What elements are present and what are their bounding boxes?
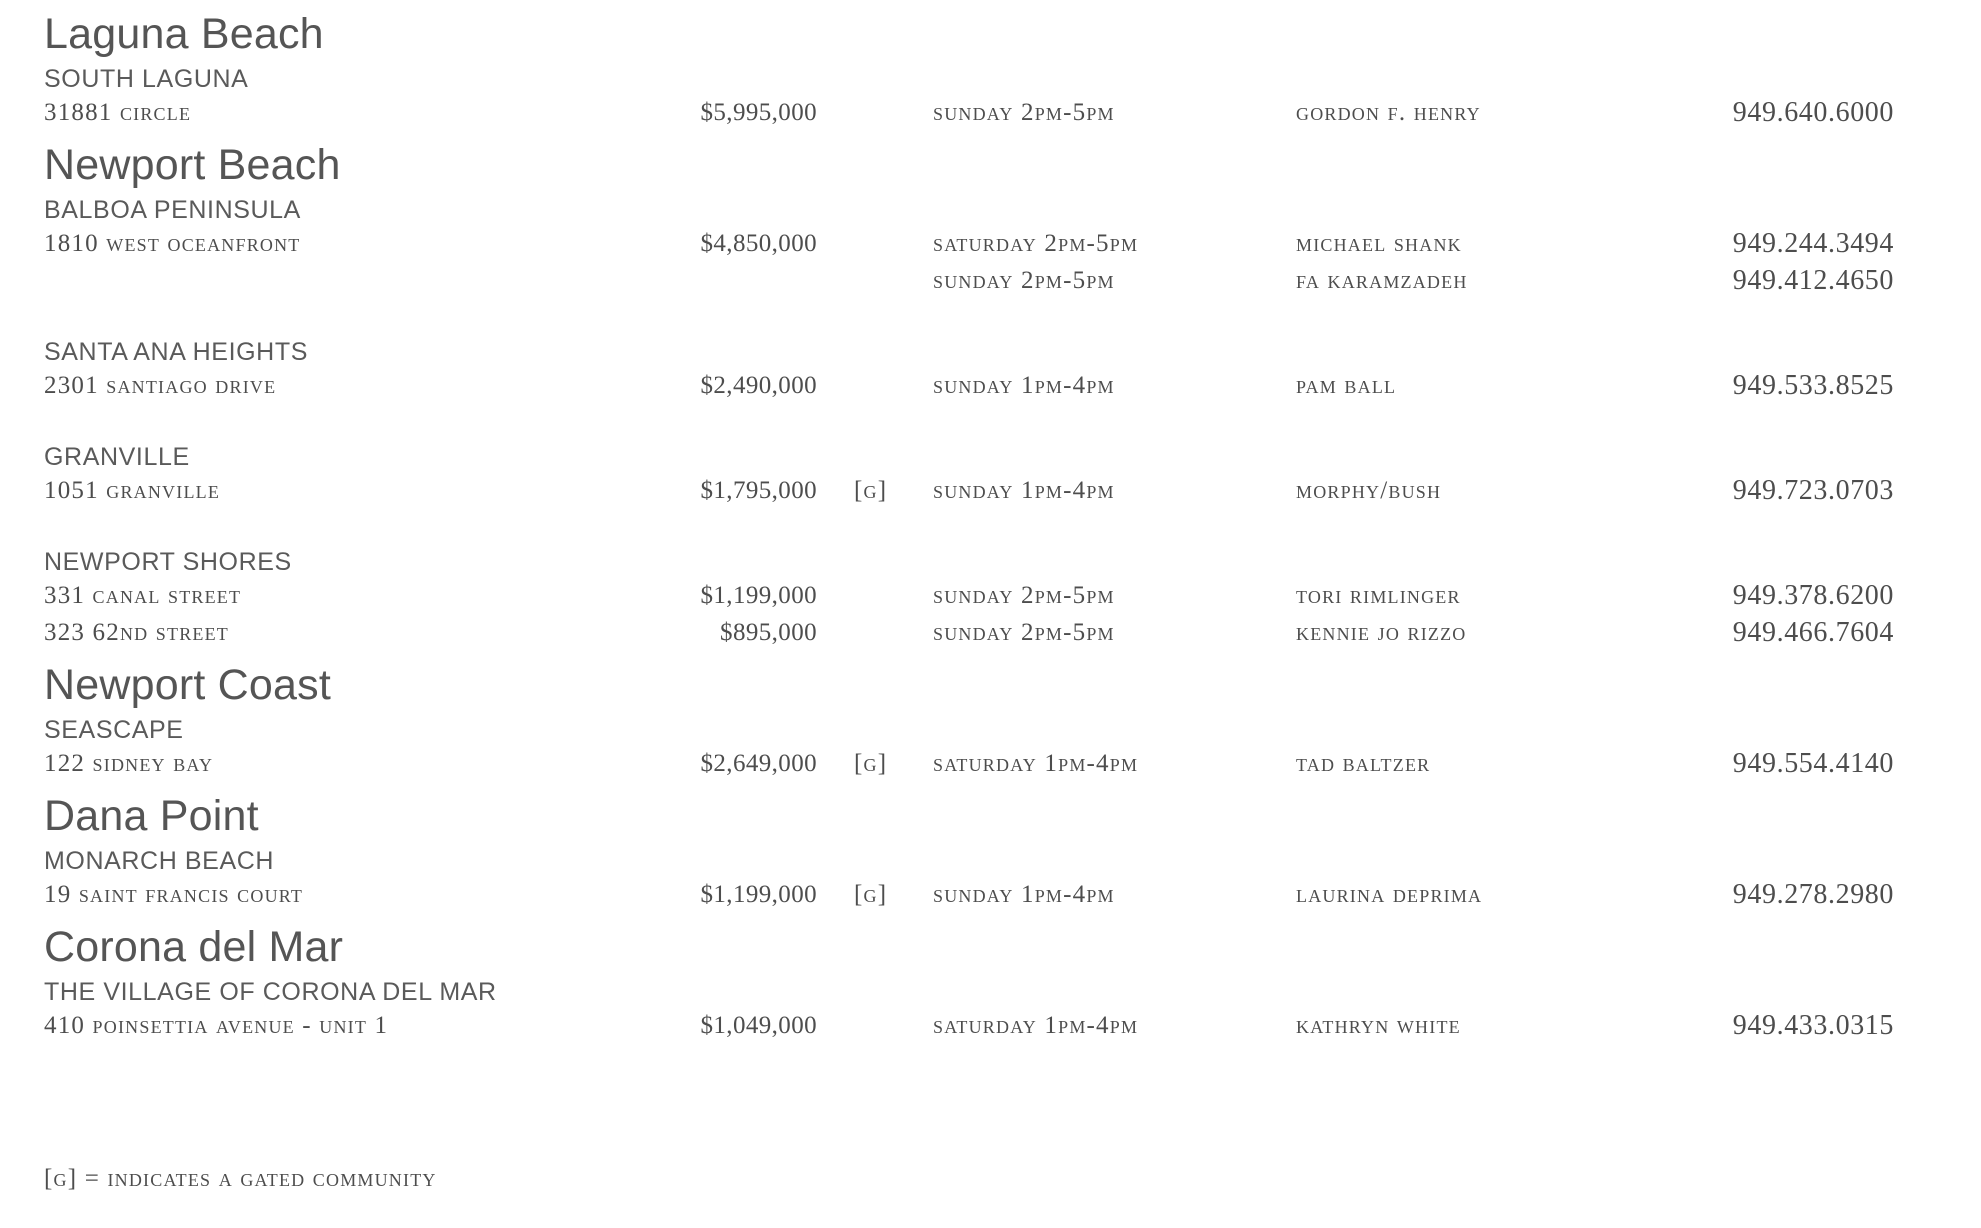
agent-phone: 949.244.3494: [1732, 228, 1894, 259]
listing-row: [44, 472, 1944, 509]
neighborhood-name: SEASCAPE: [44, 716, 184, 744]
agent-name: kennie jo rizzo: [1296, 619, 1467, 646]
open-house-time: saturday 2pm-5pm: [933, 230, 1139, 257]
agent-phone: 949.278.2980: [1732, 879, 1894, 910]
agent-name: michael shank: [1296, 230, 1462, 257]
listing-address: 1810 west oceanfront: [44, 230, 301, 257]
city-heading: Dana Point: [44, 792, 259, 840]
city-heading: Newport Beach: [44, 141, 341, 189]
agent-name: fa karamzadeh: [1296, 267, 1468, 294]
neighborhood-name: MONARCH BEACH: [44, 847, 275, 875]
neighborhood-group: [44, 64, 1944, 131]
listing-address: 410 poinsettia avenue - unit 1: [44, 1012, 389, 1039]
agent-name: gordon f. henry: [1296, 99, 1481, 126]
gated-marker: [g]: [854, 477, 888, 504]
agent-phone: 949.723.0703: [1732, 475, 1894, 506]
listing-address: 331 canal street: [44, 582, 242, 609]
listing-address: 2301 santiago drive: [44, 372, 277, 399]
city-heading: Newport Coast: [44, 661, 331, 709]
listing-price: $1,199,000: [700, 582, 817, 609]
open-house-time: sunday 2pm-5pm: [933, 267, 1115, 294]
agent-name: tad baltzer: [1296, 750, 1431, 777]
agent-phone: 949.640.6000: [1732, 97, 1894, 128]
open-house-listing: [44, 8, 1944, 1044]
open-house-time: sunday 2pm-5pm: [933, 619, 1115, 646]
listing-price: $2,649,000: [700, 750, 817, 777]
listing-price: $2,490,000: [700, 372, 817, 399]
agent-phone: 949.533.8525: [1732, 370, 1894, 401]
listing-row: [44, 745, 1944, 782]
listing-address: 323 62nd street: [44, 619, 229, 646]
listing-address: 31881 circle: [44, 99, 192, 126]
neighborhood-name: SANTA ANA HEIGHTS: [44, 338, 308, 366]
neighborhood-name: NEWPORT SHORES: [44, 548, 292, 576]
listing-row: [44, 225, 1944, 262]
neighborhood-name: THE VILLAGE OF CORONA DEL MAR: [44, 978, 497, 1006]
agent-phone: 949.466.7604: [1732, 617, 1894, 648]
listing-price: $1,049,000: [700, 1012, 817, 1039]
listing-row: [44, 876, 1944, 913]
listing-row: [44, 94, 1944, 131]
listing-price: $895,000: [720, 619, 817, 646]
neighborhood-name: GRANVILLE: [44, 443, 190, 471]
agent-name: pam ball: [1296, 372, 1397, 399]
agent-name: morphy/bush: [1296, 477, 1442, 504]
agent-name: kathryn white: [1296, 1012, 1461, 1039]
neighborhood-group: [44, 846, 1944, 913]
agent-name: laurina deprima: [1296, 881, 1483, 908]
listing-address: 19 saint francis court: [44, 881, 304, 908]
city-heading: Corona del Mar: [44, 923, 344, 971]
neighborhood-group: [44, 547, 1944, 651]
gated-community-footnote: [g] = indicates a gated community: [44, 1165, 437, 1192]
listing-price: $5,995,000: [700, 99, 817, 126]
listing-row: [44, 1007, 1944, 1044]
agent-phone: 949.554.4140: [1732, 748, 1894, 779]
agent-phone: 949.412.4650: [1732, 265, 1894, 296]
city-heading: Laguna Beach: [44, 10, 324, 58]
gated-marker: [g]: [854, 881, 888, 908]
listing-price: $4,850,000: [700, 230, 817, 257]
listing-row: [44, 614, 1944, 651]
neighborhood-name: SOUTH LAGUNA: [44, 65, 249, 93]
listing-price: $1,199,000: [700, 881, 817, 908]
open-house-time: saturday 1pm-4pm: [933, 750, 1139, 777]
listing-price: $1,795,000: [700, 477, 817, 504]
open-house-time: sunday 1pm-4pm: [933, 881, 1115, 908]
listing-row: [44, 367, 1944, 404]
listing-row: [44, 262, 1944, 299]
neighborhood-group: [44, 977, 1944, 1044]
neighborhood-name: BALBOA PENINSULA: [44, 196, 301, 224]
neighborhood-group: [44, 442, 1944, 509]
listing-address: 1051 granville: [44, 477, 221, 504]
agent-name: tori rimlinger: [1296, 582, 1461, 609]
neighborhood-group: [44, 715, 1944, 782]
open-house-time: sunday 2pm-5pm: [933, 99, 1115, 126]
listing-address: 122 sidney bay: [44, 750, 214, 777]
neighborhood-group: [44, 195, 1944, 299]
open-house-time: sunday 1pm-4pm: [933, 372, 1115, 399]
listing-row: [44, 577, 1944, 614]
open-house-time: sunday 2pm-5pm: [933, 582, 1115, 609]
gated-marker: [g]: [854, 750, 888, 777]
agent-phone: 949.378.6200: [1732, 580, 1894, 611]
open-house-time: sunday 1pm-4pm: [933, 477, 1115, 504]
neighborhood-group: [44, 337, 1944, 404]
open-house-time: saturday 1pm-4pm: [933, 1012, 1139, 1039]
agent-phone: 949.433.0315: [1732, 1010, 1894, 1041]
